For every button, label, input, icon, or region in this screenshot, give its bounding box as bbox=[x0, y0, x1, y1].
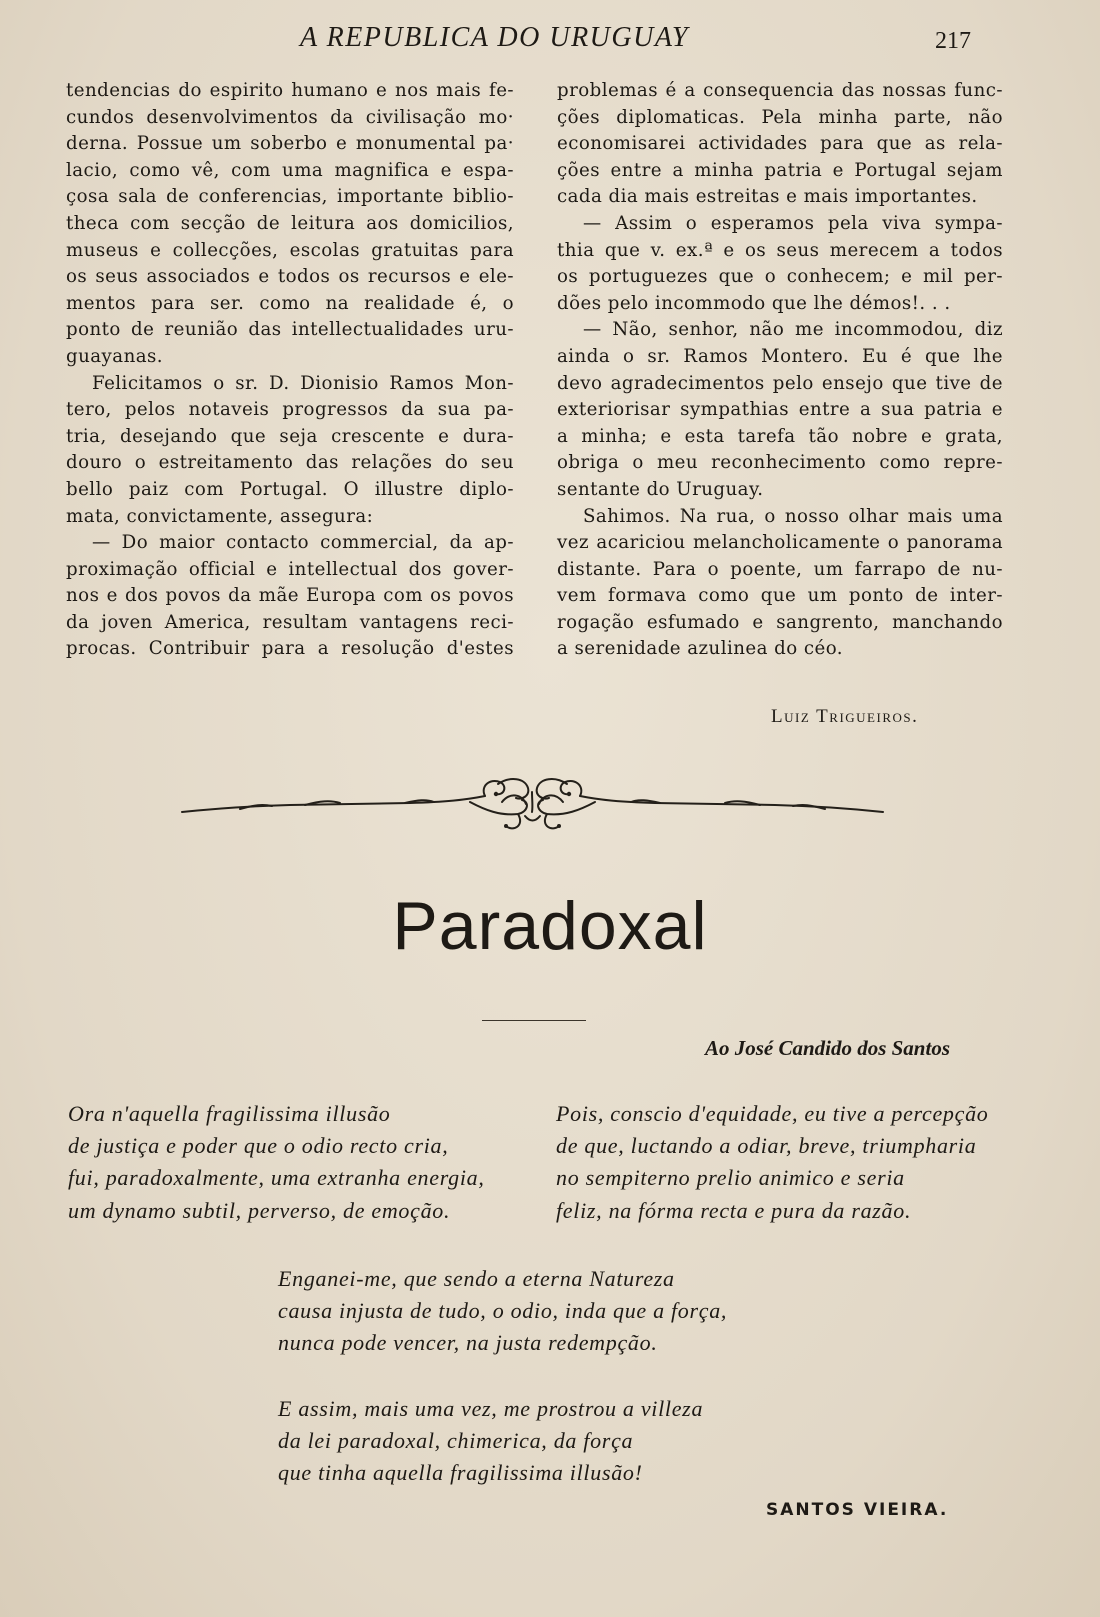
text-line: problemas é a consequencia das nossas func- bbox=[557, 80, 1003, 101]
text-line: a serenidade azulinea do céo. bbox=[557, 638, 844, 660]
text-line: cada dia mais estreitas e mais importantes. bbox=[557, 186, 978, 208]
verse-line: fui, paradoxalmente, uma extranha energia, bbox=[68, 1165, 485, 1191]
text-line: rogação esfumado e sangrento, manchando bbox=[557, 611, 1003, 633]
verse-line: um dynamo subtil, perverso, de emoção. bbox=[68, 1197, 451, 1223]
text-line: exteriorisar sympathias entre a sua patria e bbox=[557, 399, 1003, 421]
text-line: guayanas. bbox=[66, 345, 164, 367]
text-line: a minha; e esta tarefa tão nobre e grata, bbox=[557, 425, 1003, 447]
text-line: procas. Contribuir para a resolução d'estes bbox=[66, 638, 514, 660]
flourish-divider-icon bbox=[180, 772, 885, 834]
text-line: ções diplomaticas. Pela minha parte, não bbox=[557, 106, 1003, 128]
title-rule bbox=[482, 1020, 586, 1021]
verse-line: Enganei-me, que sendo a eterna Natureza bbox=[278, 1266, 675, 1291]
text-line: os portuguezes que o conhecem; e mil per- bbox=[557, 266, 1003, 288]
text-line: tero, pelos notaveis progressos da sua pa- bbox=[66, 399, 514, 421]
page-number: 217 bbox=[935, 28, 971, 54]
text-line: — Assim o esperamos pela viva sympa- bbox=[583, 212, 1003, 234]
text-line: douro o estreitamento das relações do seu bbox=[66, 452, 514, 474]
text-line: da joven America, resultam vantagens reci- bbox=[66, 611, 514, 633]
text-line: vez acariciou melancholicamente o panorama bbox=[557, 532, 1003, 554]
poem-signature: SANTOS VIEIRA. bbox=[766, 1500, 949, 1520]
text-line: — Do maior contacto commercial, da ap- bbox=[92, 532, 514, 554]
text-line: museus e collecções, escolas gratuitas para bbox=[66, 239, 514, 261]
text-line: sentante do Uruguay. bbox=[557, 478, 764, 500]
poem-stanza bbox=[278, 1393, 703, 1490]
verse-line: de justiça e poder que o odio recto cria, bbox=[68, 1133, 449, 1159]
verse-line: Pois, conscio d'equidade, eu tive a percepção bbox=[556, 1101, 989, 1126]
text-line: çosa sala de conferencias, importante biblio- bbox=[66, 186, 514, 208]
text-line: obriga o meu reconhecimento como repre- bbox=[557, 452, 1003, 474]
text-line: nos e dos povos da mãe Europa com os povos bbox=[66, 585, 514, 607]
text-line: theca com secção de leitura aos domicilios, bbox=[66, 212, 514, 234]
poem-stanza bbox=[68, 1098, 485, 1227]
verse-line: nunca pode vencer, na justa redempção. bbox=[278, 1330, 658, 1356]
article-right-column bbox=[557, 78, 1003, 663]
text-line: — Não, senhor, não me incommodou, diz bbox=[583, 319, 1003, 341]
verse-line: feliz, na fórma recta e pura da razão. bbox=[556, 1197, 912, 1223]
text-line: ções entre a minha patria e Portugal sejam bbox=[557, 159, 1003, 181]
text-line: vem formava como que um ponto de inter- bbox=[557, 585, 1003, 607]
text-line: Sahimos. Na rua, o nosso olhar mais uma bbox=[583, 505, 1003, 527]
text-line: derna. Possue um soberbo e monumental pa· bbox=[66, 133, 514, 155]
text-line: mentos para ser. como na realidade é, o bbox=[66, 292, 514, 314]
text-line: tendencias do espirito humano e nos mais fe- bbox=[66, 80, 514, 101]
poem-stanza bbox=[556, 1098, 988, 1227]
text-line: economisarei actividades para que as rela- bbox=[557, 133, 1003, 155]
text-line: distante. Para o poente, um farrapo de nu- bbox=[557, 558, 1003, 580]
text-line: dões pelo incommodo que lhe démos!. . . bbox=[557, 292, 951, 314]
verse-line: Ora n'aquella fragilissima illusão bbox=[68, 1101, 391, 1126]
text-line: proximação official e intellectual dos gover- bbox=[66, 558, 514, 580]
verse-line: no sempiterno prelio animico e seria bbox=[556, 1165, 905, 1191]
article-left-column bbox=[66, 78, 514, 663]
text-line: devo agradecimentos pelo ensejo que tive de bbox=[557, 372, 1003, 394]
article-signature: Luiz Trigueiros. bbox=[771, 706, 919, 727]
text-line: mata, convictamente, assegura: bbox=[66, 505, 374, 527]
poem-dedication: Ao José Candido dos Santos bbox=[704, 1036, 950, 1060]
text-line: cundos desenvolvimentos da civilisação mo· bbox=[66, 106, 514, 128]
text-line: ainda o sr. Ramos Montero. Eu é que lhe bbox=[557, 345, 1003, 367]
text-line: os seus associados e todos os recursos e ele- bbox=[66, 266, 514, 288]
verse-line: da lei paradoxal, chimerica, da força bbox=[278, 1428, 634, 1454]
text-line: tria, desejando que seja crescente e dura- bbox=[66, 425, 514, 447]
text-line: bello paiz com Portugal. O illustre diplo- bbox=[66, 478, 514, 500]
verse-line: que tinha aquella fragilissima illusão! bbox=[278, 1460, 643, 1486]
verse-line: causa injusta de tudo, o odio, inda que a força, bbox=[278, 1298, 728, 1324]
poem-stanza bbox=[278, 1263, 727, 1360]
text-line: thia que v. ex.ª e os seus merecem a todos bbox=[557, 239, 1003, 261]
text-line: lacio, como vê, com uma magnifica e espa- bbox=[66, 159, 514, 181]
verse-line: de que, luctando a odiar, breve, triumpharia bbox=[556, 1133, 977, 1159]
text-line: Felicitamos o sr. D. Dionisio Ramos Mon- bbox=[92, 372, 514, 394]
text-line: ponto de reunião das intellectualidades uru- bbox=[66, 319, 514, 341]
poem-title: Paradoxal bbox=[392, 888, 708, 964]
running-title: A REPUBLICA DO URUGUAY bbox=[300, 22, 689, 53]
verse-line: E assim, mais uma vez, me prostrou a villeza bbox=[278, 1396, 704, 1421]
